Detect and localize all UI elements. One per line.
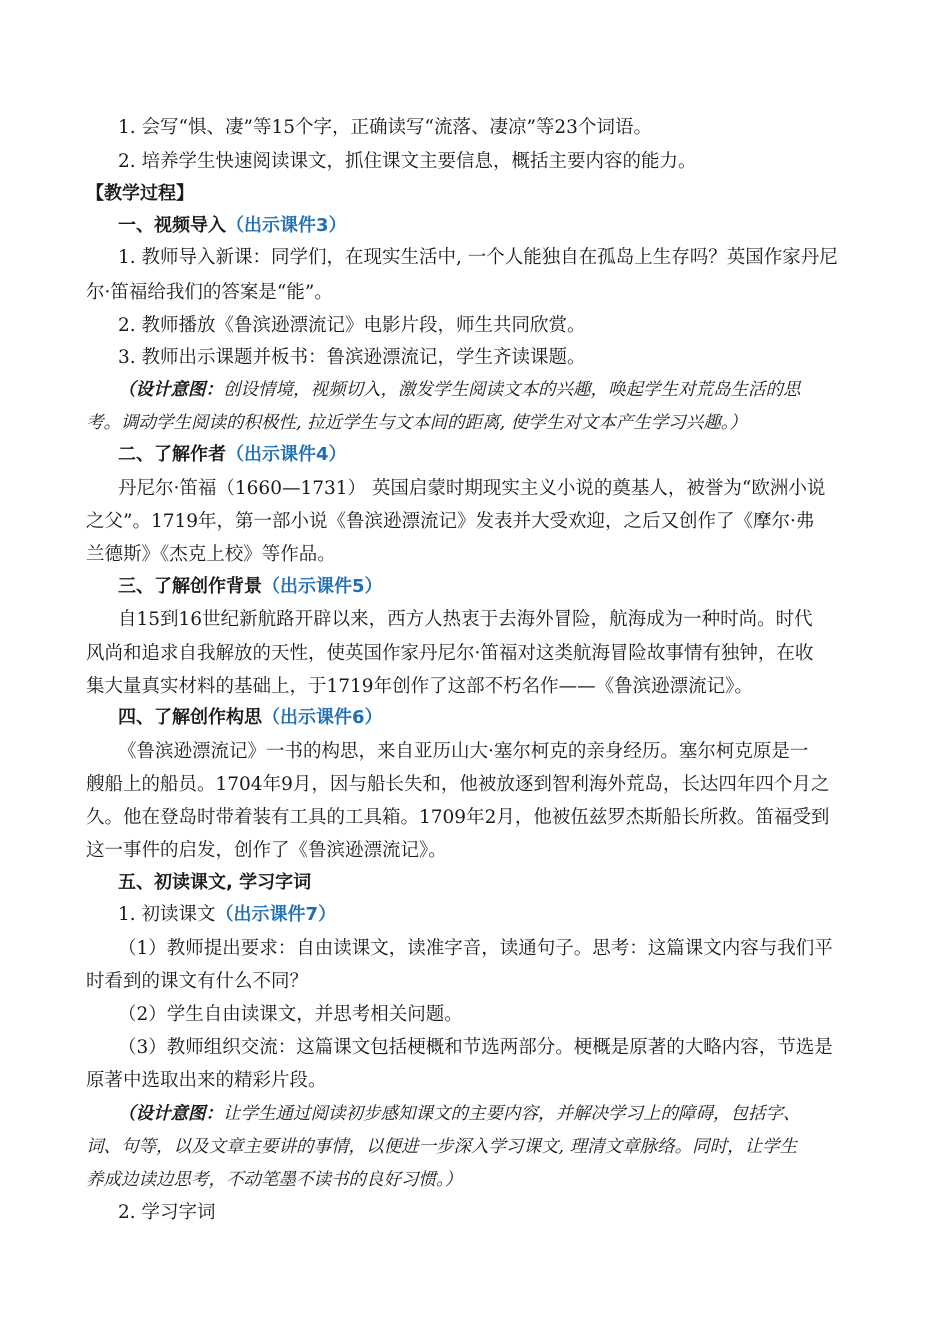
s3-line-1: 自15到16世纪新航路开辟以来，西方人热衷于去海外冒险，航海成为一种时尚。时代 bbox=[118, 609, 813, 630]
s4-line-3: 久。他在登岛时带着装有工具的工具箱。1709年2月，他被伍兹罗杰斯船长所救。笛福受到 bbox=[86, 807, 830, 828]
process-heading: 【教学过程】 bbox=[86, 183, 194, 204]
s5-design-intent-line-3: 养成边读边思考，不动笔墨不读书的良好习惯。） bbox=[86, 1170, 463, 1190]
section-3-heading bbox=[118, 575, 383, 599]
s2-line-1: 丹尼尔·笛福（1660—1731） 英国启蒙时期现实主义小说的奠基人，被誉为“欧洲小说 bbox=[118, 478, 826, 499]
s4-line-1: 《鲁滨逊漂流记》一书的构思，来自亚历山大·塞尔柯克的亲身经历。塞尔柯克原是一 bbox=[118, 741, 809, 762]
section-3-courseware-ref: （出示课件5） bbox=[262, 576, 383, 597]
s2-line-3: 兰德斯》《杰克上校》等作品。 bbox=[86, 544, 336, 565]
s3-line-2: 风尚和追求自我解放的天性，使英国作家丹尼尔·笛福对这类航海冒险故事情有独钟，在收 bbox=[86, 643, 814, 664]
section-1-courseware-ref: （出示课件3） bbox=[226, 215, 347, 236]
s5-design-intent-line-2: 词、句等，以及文章主要讲的事情，以便进一步深入学习课文, 理清文章脉络。同时，让学生 bbox=[86, 1137, 798, 1157]
section-3-title: 三、了解创作背景 bbox=[118, 576, 262, 597]
section-4-title: 四、了解创作构思 bbox=[118, 707, 262, 728]
section-1-heading bbox=[118, 214, 347, 238]
goal-1: 1. 会写“惧、凄”等15个字，正确读写“流落、凄凉”等23个词语。 bbox=[118, 117, 652, 138]
goal-2: 2. 培养学生快速阅读课文，抓住课文主要信息，概括主要内容的能力。 bbox=[118, 151, 697, 172]
section-1-title: 一、视频导入 bbox=[118, 215, 226, 236]
s5-q3-line-1: （3）教师组织交流：这篇课文包括梗概和节选两部分。梗概是原著的大略内容，节选是 bbox=[118, 1037, 833, 1058]
s5-design-intent-line-1: （设计意图：让学生通过阅读初步感知课文的主要内容，并解决学习上的障碍，包括字、 bbox=[118, 1104, 801, 1124]
s4-line-2: 艘船上的船员。1704年9月，因与船长失和，他被放逐到智利海外荒岛，长达四年四个月之 bbox=[86, 774, 830, 795]
design-intent-label: （设计意图： bbox=[118, 1104, 223, 1124]
s5-sub-1 bbox=[118, 903, 336, 927]
s1-design-intent-line-2: 考。调动学生阅读的积极性, 拉近学生与文本间的距离, 使学生对文本产生学习兴趣。） bbox=[86, 413, 747, 433]
section-4-courseware-ref: （出示课件6） bbox=[262, 707, 383, 728]
section-2-title: 二、了解作者 bbox=[118, 444, 226, 465]
s1-design-intent-line-1: （设计意图：创设情境，视频切入，激发学生阅读文本的兴趣，唤起学生对荒岛生活的思 bbox=[118, 380, 801, 400]
s2-line-2: 之父”。1719年，第一部小说《鲁滨逊漂流记》发表并大受欢迎，之后又创作了《摩尔·弗 bbox=[86, 511, 815, 532]
section-5-heading: 五、初读课文, 学习字词 bbox=[118, 872, 312, 893]
s5-q1-line-1: （1）教师提出要求：自由读课文，读准字音，读通句子。思考：这篇课文内容与我们平 bbox=[118, 938, 833, 959]
s4-line-4: 这一事件的启发，创作了《鲁滨逊漂流记》。 bbox=[86, 840, 447, 861]
s1-paragraph-1a: 1. 教师导入新课：同学们，在现实生活中, 一个人能独自在孤岛上生存吗？英国作家丹尼 bbox=[118, 247, 838, 268]
section-5-courseware-ref: （出示课件7） bbox=[215, 904, 337, 925]
s5-q1-line-2: 时看到的课文有什么不同？ bbox=[86, 971, 309, 992]
s1-paragraph-3: 3. 教师出示课题并板书：鲁滨逊漂流记，学生齐读课题。 bbox=[118, 347, 586, 368]
s1-paragraph-1b: 尔·笛福给我们的答案是“能”。 bbox=[86, 282, 333, 303]
section-4-heading bbox=[118, 706, 383, 730]
s5-sub-1-label: 1. 初读课文 bbox=[118, 904, 216, 925]
section-2-courseware-ref: （出示课件4） bbox=[226, 444, 347, 465]
s3-line-3: 集大量真实材料的基础上，于1719年创作了这部不朽名作——《鲁滨逊漂流记》。 bbox=[86, 676, 753, 697]
s1-paragraph-2: 2. 教师播放《鲁滨逊漂流记》电影片段，师生共同欣赏。 bbox=[118, 315, 586, 336]
s5-q3-line-2: 原著中选取出来的精彩片段。 bbox=[86, 1070, 327, 1091]
design-intent-label: （设计意图： bbox=[118, 380, 223, 400]
section-2-heading bbox=[118, 443, 347, 467]
s5-sub-2: 2. 学习字词 bbox=[118, 1202, 216, 1223]
s5-q2: （2）学生自由读课文，并思考相关问题。 bbox=[118, 1004, 463, 1025]
